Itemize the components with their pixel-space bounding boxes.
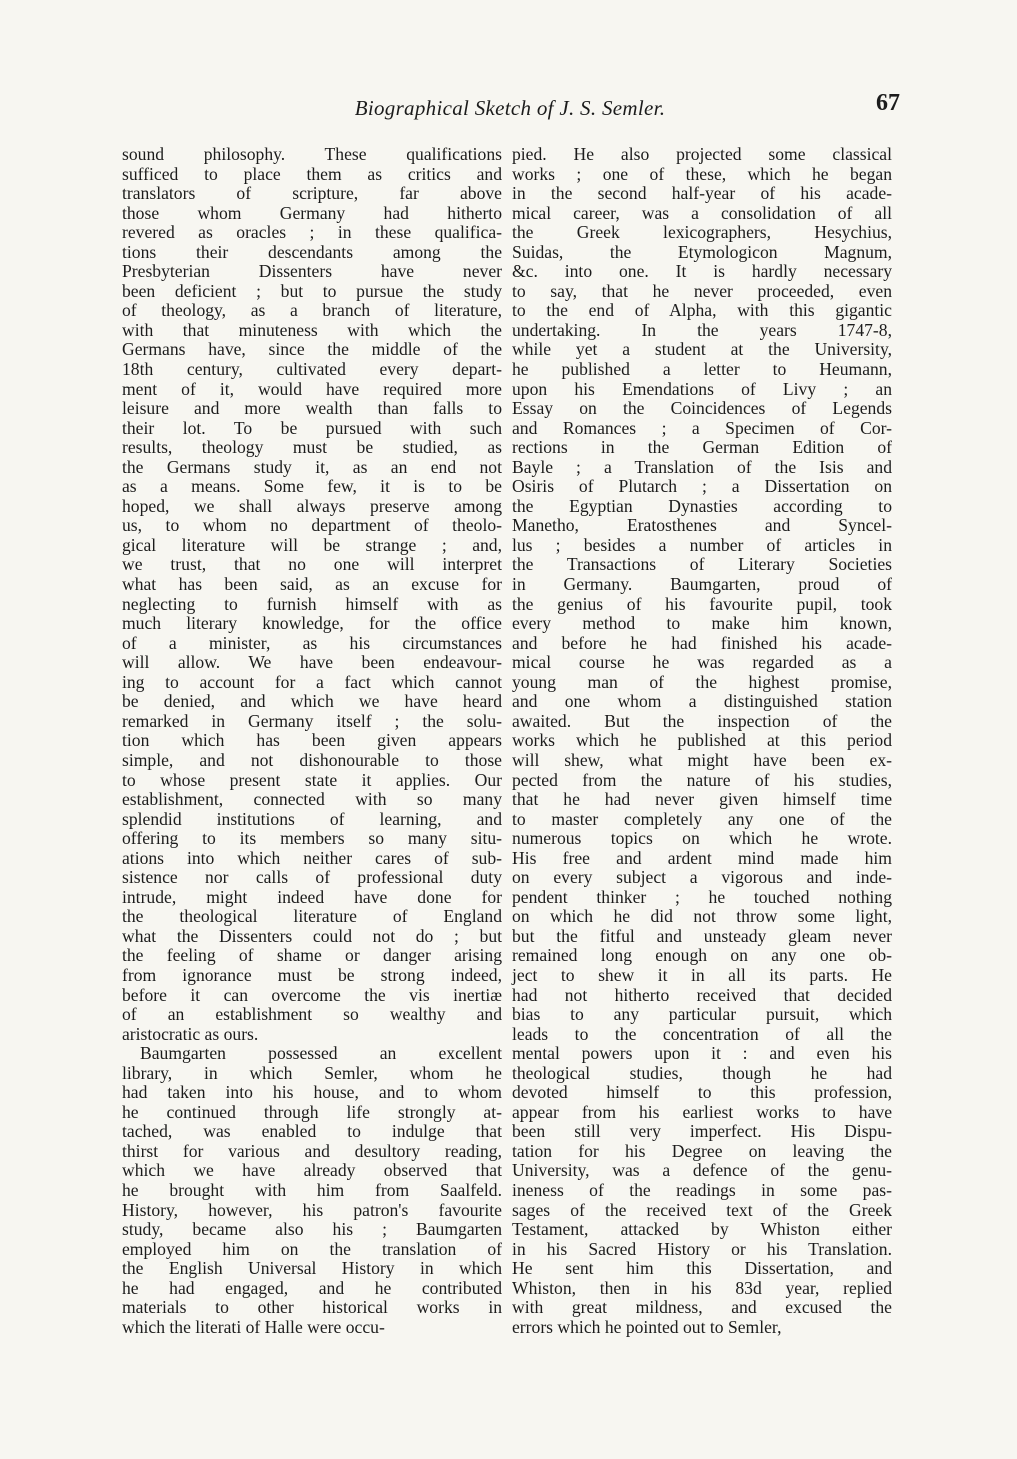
text-line: which we have already observed that — [122, 1160, 502, 1181]
left-text-column — [122, 145, 502, 1337]
text-line: devoted himself to this profession, — [512, 1082, 892, 1103]
text-line: the Transactions of Literary Societies — [512, 554, 892, 575]
text-line: mical course he was regarded as a — [512, 652, 892, 673]
text-line: in Germany. Baumgarten, proud of — [512, 574, 892, 595]
text-line: to say, that he never proceeded, even — [512, 280, 892, 301]
text-line: the theological literature of England — [122, 906, 502, 927]
text-line: to master completely any one of the — [512, 808, 892, 829]
text-line: He sent him this Dissertation, and — [512, 1258, 892, 1279]
text-line: mental powers upon it : and even his — [512, 1043, 892, 1064]
text-line: pected from the nature of his studies, — [512, 769, 892, 790]
text-line: of theology, as a branch of literature, — [122, 300, 502, 321]
text-line: sistence nor calls of professional duty — [122, 867, 502, 888]
text-line: remarked in Germany itself ; the solu- — [122, 710, 502, 731]
text-line: be denied, and which we have heard — [122, 691, 502, 712]
text-line: gical literature will be strange ; and, — [122, 534, 502, 555]
text-line: he continued through life strongly at- — [122, 1101, 502, 1122]
text-line: ject to shew it in all its parts. He — [512, 964, 892, 985]
text-line: to the end of Alpha, with this gigantic — [512, 300, 892, 321]
page-header — [120, 90, 900, 126]
text-line: he brought with him from Saalfeld. — [122, 1179, 502, 1200]
text-line: us, to whom no department of theolo- — [122, 515, 502, 536]
text-line: intrude, might indeed have done for — [122, 886, 502, 907]
text-line: Testament, attacked by Whiston either — [512, 1219, 892, 1240]
text-line: remained long enough on any one ob- — [512, 945, 892, 966]
text-line: before it can overcome the vis inertiæ — [122, 984, 502, 1005]
text-line: errors which he pointed out to Semler, — [512, 1316, 782, 1337]
text-line: tions their descendants among the — [122, 241, 502, 262]
text-line: bias to any particular pursuit, which — [512, 1004, 892, 1025]
text-line: we trust, that no one will interpret — [122, 554, 502, 575]
text-line: neglecting to furnish himself with as — [122, 593, 502, 614]
text-line: those whom Germany had hitherto — [122, 202, 502, 223]
text-line: splendid institutions of learning, and — [122, 808, 502, 829]
text-line: the genius of his favourite pupil, took — [512, 593, 892, 614]
text-line: works ; one of these, which he began — [512, 163, 892, 184]
text-line: the Germans study it, as an end not — [122, 456, 502, 477]
text-line: with great mildness, and excused the — [512, 1297, 892, 1318]
text-line: in the second half-year of his acade- — [512, 183, 892, 204]
text-line: and before he had finished his acade- — [512, 632, 892, 653]
text-line: sound philosophy. These qualifications — [122, 144, 502, 164]
text-line: from ignorance must be strong indeed, — [122, 964, 502, 985]
text-line: lus ; besides a number of articles in — [512, 534, 892, 555]
text-line: His free and ardent mind made him — [512, 847, 892, 868]
text-line: to whose present state it applies. Our — [122, 769, 502, 790]
text-line: study, became also his ; Baumgarten — [122, 1219, 502, 1240]
right-text-column — [512, 145, 892, 1337]
text-line: Presbyterian Dissenters have never — [122, 261, 502, 282]
text-line: leads to the concentration of all the — [512, 1023, 892, 1044]
text-line: on which he did not throw some light, — [512, 906, 892, 927]
text-line: theological studies, though he had — [512, 1062, 892, 1083]
text-line: translators of scripture, far above — [122, 183, 502, 204]
text-line: Suidas, the Etymologicon Magnum, — [512, 241, 892, 262]
text-line: that he had never given himself time — [512, 789, 892, 810]
text-line: and Romances ; a Specimen of Cor- — [512, 417, 892, 438]
text-line: in his Sacred History or his Translation. — [512, 1238, 892, 1259]
text-line: tached, was enabled to indulge that — [122, 1121, 502, 1142]
text-line: had not hitherto received that decided — [512, 984, 892, 1005]
text-line: ment of it, would have required more — [122, 378, 502, 399]
text-line: the feeling of shame or danger arising — [122, 945, 502, 966]
text-line: establishment, connected with so many — [122, 789, 502, 810]
text-line: History, however, his patron's favourite — [122, 1199, 502, 1220]
text-line: the Egyptian Dynasties according to — [512, 495, 892, 516]
text-line: much literary knowledge, for the office — [122, 613, 502, 634]
text-line: young man of the highest promise, — [512, 671, 892, 692]
running-title: Biographical Sketch of J. S. Semler. — [354, 96, 666, 120]
text-line: employed him on the translation of — [122, 1238, 502, 1259]
text-line: hoped, we shall always preserve among — [122, 495, 502, 516]
text-line: he had engaged, and he contributed — [122, 1277, 502, 1298]
text-line: what has been said, as an excuse for — [122, 574, 502, 595]
text-line: pendent thinker ; he touched nothing — [512, 886, 892, 907]
text-line: revered as oracles ; in these qualifica- — [122, 222, 502, 243]
text-line: tation for his Degree on leaving the — [512, 1140, 892, 1161]
text-line: will shew, what might have been ex- — [512, 749, 892, 770]
text-line: Bayle ; a Translation of the Isis and — [512, 456, 892, 477]
text-line: pied. He also projected some classical — [512, 144, 892, 164]
text-line: sages of the received text of the Greek — [512, 1199, 892, 1220]
text-line: and one whom a distinguished station — [512, 691, 892, 712]
text-line: awaited. But the inspection of the — [512, 710, 892, 731]
text-line: Osiris of Plutarch ; a Dissertation on — [512, 476, 892, 497]
text-line: works which he published at this period — [512, 730, 892, 751]
text-line: had taken into his house, and to whom — [122, 1082, 502, 1103]
text-line: the English Universal History in which — [122, 1258, 502, 1279]
text-line: results, theology must be studied, as — [122, 437, 502, 458]
text-line: upon his Emendations of Livy ; an — [512, 378, 892, 399]
text-line: will allow. We have been endeavour- — [122, 652, 502, 673]
text-line: what the Dissenters could not do ; but — [122, 925, 502, 946]
text-line: Whiston, then in his 83d year, replied — [512, 1277, 892, 1298]
text-line: ing to account for a fact which cannot — [122, 671, 502, 692]
text-line: the Greek lexicographers, Hesychius, — [512, 222, 892, 243]
text-line: library, in which Semler, whom he — [122, 1062, 502, 1083]
text-line: while yet a student at the University, — [512, 339, 892, 360]
text-line: ations into which neither cares of sub- — [122, 847, 502, 868]
text-line: leisure and more wealth than falls to — [122, 398, 502, 419]
text-line: University, was a defence of the genu- — [512, 1160, 892, 1181]
text-line: thirst for various and desultory reading, — [122, 1140, 502, 1161]
text-line: been deficient ; but to pursue the study — [122, 280, 502, 301]
text-line: 18th century, cultivated every depart- — [122, 359, 502, 380]
text-line: Baumgarten possessed an excellent — [140, 1043, 502, 1064]
text-line: Essay on the Coincidences of Legends — [512, 398, 892, 419]
text-line: as a means. Some few, it is to be — [122, 476, 502, 497]
text-line: materials to other historical works in — [122, 1297, 502, 1318]
text-line: undertaking. In the years 1747-8, — [512, 319, 892, 340]
text-line: of an establishment so wealthy and — [122, 1004, 502, 1025]
text-line: of a minister, as his circumstances — [122, 632, 502, 653]
text-line: numerous topics on which he wrote. — [512, 828, 892, 849]
text-line: appear from his earliest works to have — [512, 1101, 892, 1122]
text-line: mical career, was a consolidation of all — [512, 202, 892, 223]
text-line: been still very imperfect. His Dispu- — [512, 1121, 892, 1142]
text-line: but the fitful and unsteady gleam never — [512, 925, 892, 946]
text-line: simple, and not dishonourable to those — [122, 749, 502, 770]
page-number: 67 — [876, 90, 900, 116]
text-line: Manetho, Eratosthenes and Syncel- — [512, 515, 892, 536]
text-line: ineness of the readings in some pas- — [512, 1179, 892, 1200]
text-line: he published a letter to Heumann, — [512, 359, 892, 380]
text-line: tion which has been given appears — [122, 730, 502, 751]
text-line: rections in the German Edition of — [512, 437, 892, 458]
text-line: sufficed to place them as critics and — [122, 163, 502, 184]
text-line: with that minuteness with which the — [122, 319, 502, 340]
text-line: aristocratic as ours. — [122, 1023, 259, 1044]
text-line: their lot. To be pursued with such — [122, 417, 502, 438]
text-line: every method to make him known, — [512, 613, 892, 634]
text-line: which the literati of Halle were occu- — [122, 1316, 385, 1337]
text-line: Germans have, since the middle of the — [122, 339, 502, 360]
text-line: offering to its members so many situ- — [122, 828, 502, 849]
text-line: &c. into one. It is hardly necessary — [512, 261, 892, 282]
text-line: on every subject a vigorous and inde- — [512, 867, 892, 888]
